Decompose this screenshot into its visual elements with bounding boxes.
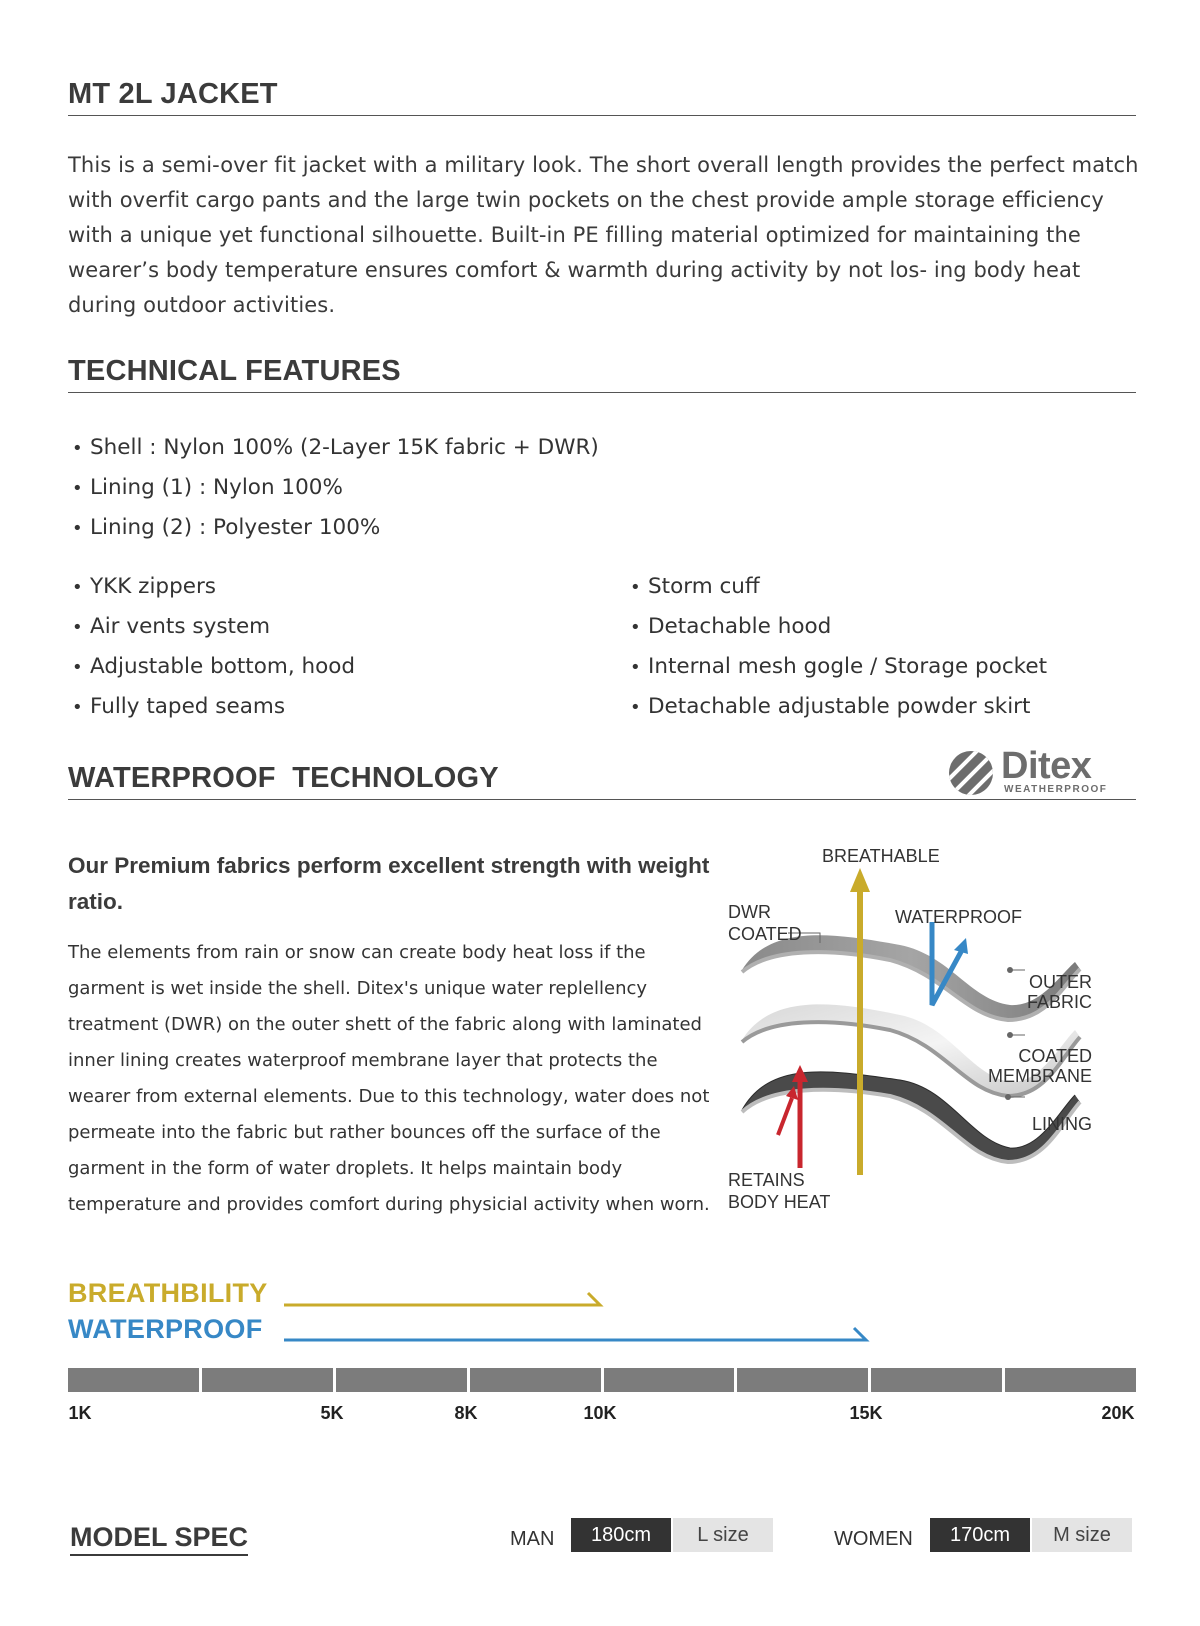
bullet-icon: •: [72, 478, 83, 499]
feature-label: Adjustable bottom, hood: [90, 654, 356, 679]
breathable-label: BREATHABLE: [822, 846, 940, 866]
feature-label: Storm cuff: [648, 574, 760, 599]
feature-label: Detachable adjustable powder skirt: [648, 694, 1031, 719]
scale-segment: [1005, 1368, 1136, 1392]
list-item: [72, 508, 599, 548]
fabric-layer-diagram: [728, 846, 1140, 1220]
scale-tick-label: 8K: [454, 1403, 478, 1423]
body-heat-label: BODY HEAT: [728, 1192, 831, 1212]
performance-scale: [68, 1368, 1136, 1392]
model-spec-title: MODEL SPEC: [70, 1522, 248, 1556]
fabric-label: FABRIC: [1026, 992, 1092, 1012]
ditex-logo-word: Ditex: [1001, 745, 1092, 787]
ditex-logo-subtitle: WEATHERPROOF: [1004, 784, 1108, 795]
list-item: [72, 567, 355, 607]
bullet-icon: •: [72, 518, 83, 539]
scale-tick-label: 20K: [1101, 1403, 1135, 1423]
dwr-label: DWR: [728, 902, 771, 922]
scale-segment: [336, 1368, 467, 1392]
bullet-icon: •: [72, 438, 83, 459]
waterproof-label: WATERPROOF: [68, 1314, 263, 1344]
breathability-arrow: [284, 1293, 600, 1305]
technical-features-title: TECHNICAL FEATURES: [68, 355, 1136, 393]
coated-membrane-label-2: MEMBRANE: [987, 1066, 1092, 1086]
scale-tick-label: 15K: [849, 1403, 883, 1423]
retains-label: RETAINS: [728, 1170, 805, 1190]
feature-label: Internal mesh gogle / Storage pocket: [648, 654, 1048, 679]
coated-membrane-label-1: COATED: [1018, 1046, 1092, 1066]
man-label: MAN: [510, 1528, 555, 1550]
feature-label: YKK zippers: [90, 574, 216, 599]
fabric-item-label: Lining (1) : Nylon 100%: [90, 475, 343, 500]
scale-segment: [871, 1368, 1002, 1392]
scale-tick-label: 5K: [320, 1403, 344, 1423]
scale-segment: [202, 1368, 333, 1392]
fabric-composition-list: [72, 428, 599, 548]
fabric-item-label: Lining (2) : Polyester 100%: [90, 515, 381, 540]
bullet-icon: •: [630, 617, 641, 638]
coated-label: COATED: [728, 924, 802, 944]
bullet-icon: •: [72, 617, 83, 638]
bullet-icon: •: [72, 697, 83, 718]
bullet-icon: •: [72, 657, 83, 678]
breathability-label: BREATHBILITY: [68, 1278, 268, 1308]
list-item: [630, 687, 1047, 727]
bullet-icon: •: [630, 577, 641, 598]
list-item: [630, 607, 1047, 647]
lining-label: LINING: [1031, 1114, 1092, 1134]
bullet-icon: •: [630, 657, 641, 678]
man-height: 180cm: [571, 1518, 671, 1552]
women-size: M size: [1032, 1518, 1132, 1552]
waterproof-body: The elements from rain or snow can create body heat loss if the garment is wet inside the shell. Ditex's unique water replellency treatment (DWR) on the outer shett of the fabric along with laminated inner lining creates waterproof membrane layer that protects the wearer from external elements. Due to this technology, water does not permeate into the fabric but rather bounces off the surface of the garment in the form of water droplets. It helps maintain body temperature and provides comfort during physicial activity when worn.: [68, 942, 710, 1215]
scale-segment: [470, 1368, 601, 1392]
list-item: [72, 607, 355, 647]
list-item: [72, 647, 355, 687]
features-list-left: [72, 567, 355, 727]
man-size: L size: [673, 1518, 773, 1552]
product-description: This is a semi-over fit jacket with a military look. The short overall length provides the perfect match with overfit cargo pants and the large twin pockets on the chest provide ample storage efficiency with a unique yet functional silhouette. Built-in PE filling material optimized for maintaining the wearer’s body temperature ensures comfort & warmth during activity by not los- ing body heat during outdoor activities.: [68, 153, 1139, 317]
product-title: MT 2L JACKET: [68, 78, 1136, 116]
list-item: [72, 468, 599, 508]
feature-label: Detachable hood: [648, 614, 832, 639]
scale-tick-label: 1K: [68, 1403, 92, 1423]
features-list-right: [630, 567, 1047, 727]
waterproof-arrow: [284, 1328, 866, 1340]
bullet-icon: •: [630, 697, 641, 718]
list-item: [72, 687, 355, 727]
scale-segment: [737, 1368, 868, 1392]
waterproof-heading: Our Premium fabrics perform excellent strength with weight ratio.: [68, 853, 710, 914]
feature-label: Fully taped seams: [90, 694, 286, 719]
ditex-logo: [948, 746, 1138, 796]
women-label: WOMEN: [834, 1528, 913, 1550]
list-item: [72, 428, 599, 468]
list-item: [630, 647, 1047, 687]
waterproof-diagram-label: WATERPROOF: [895, 907, 1022, 927]
scale-segment: [604, 1368, 735, 1392]
waterproof-technology-title: WATERPROOF TECHNOLOGY: [68, 762, 1136, 800]
outer-label: OUTER: [1029, 972, 1092, 992]
ditex-stripes-logo-icon: [948, 750, 994, 796]
scale-tick-label: 10K: [583, 1403, 617, 1423]
women-height: 170cm: [930, 1518, 1030, 1552]
fabric-item-label: Shell : Nylon 100% (2-Layer 15K fabric + DWR): [90, 435, 599, 460]
list-item: [630, 567, 1047, 607]
feature-label: Air vents system: [90, 614, 271, 639]
scale-segment: [68, 1368, 199, 1392]
bullet-icon: •: [72, 577, 83, 598]
